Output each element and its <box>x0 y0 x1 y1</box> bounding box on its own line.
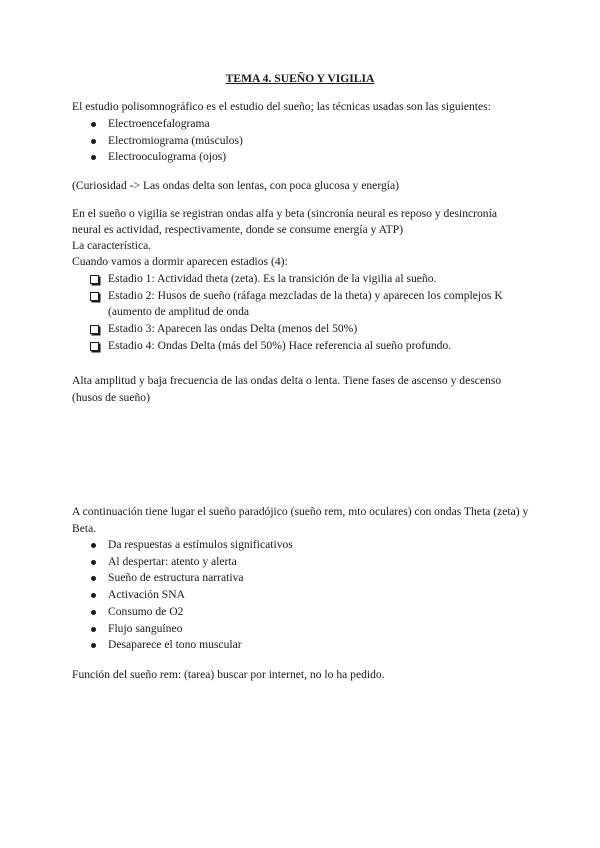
characteristic-line: La característica. <box>72 239 152 252</box>
list-item: Sueño de estructura narrativa <box>72 570 532 587</box>
list-item: Flujo sanguíneo <box>72 621 532 638</box>
list-item: Activación SNA <box>72 587 532 604</box>
stages-list <box>72 271 532 355</box>
page-title: TEMA 4. SUEÑO Y VIGILIA <box>225 72 375 85</box>
list-item: Da respuestas a estímulos significativos <box>72 537 532 554</box>
intro-paragraph: El estudio polisomnográfico es el estudio del sueño; las técnicas usadas son las siguientes: <box>72 100 491 113</box>
list-item: Electrooculograma (ojos) <box>72 149 532 166</box>
list-item: Desaparece el tono muscular <box>72 637 532 654</box>
list-item: Estadio 4: Ondas Delta (más del 50%) Hace referencia al sueño profundo. <box>72 338 532 355</box>
amplitude-paragraph: Alta amplitud y baja frecuencia de las ondas delta o lenta. Tiene fases de ascenso y descenso (husos de sueño) <box>72 374 502 404</box>
list-item: Al despertar: atento y alerta <box>72 554 532 571</box>
techniques-list <box>72 116 532 166</box>
rem-function-paragraph: Función del sueño rem: (tarea) buscar por internet, no lo ha pedido. <box>72 668 385 681</box>
curiosity-note: (Curiosidad -> Las ondas delta son lentas, con poca glucosa y energía) <box>72 179 399 192</box>
list-item: Estadio 1: Actividad theta (zeta). Es la transición de la vigilia al sueño. <box>72 271 532 288</box>
list-item: Electroencefalograma <box>72 116 532 133</box>
list-item: Estadio 3: Aparecen las ondas Delta (menos del 50%) <box>72 321 532 338</box>
list-item: Estadio 2: Husos de sueño (ráfaga mezcladas de la theta) y aparecen los complejos K (aumento de amplitud de onda <box>72 288 532 321</box>
list-item: Consumo de O2 <box>72 604 532 621</box>
rem-features-list <box>72 537 532 654</box>
list-item: Electromiograma (músculos) <box>72 133 532 150</box>
paradoxical-paragraph: A continuación tiene lugar el sueño paradójico (sueño rem, mto oculares) con ondas Theta (zeta) y Beta. <box>72 505 529 535</box>
waves-line-1: En el sueño o vigilia se registran ondas alfa y beta (sincronía neural es reposo y desincronía <box>72 207 497 220</box>
stages-intro: Cuando vamos a dormir aparecen estadios (4): <box>72 255 288 268</box>
waves-line-2: neural es actividad, respectivamente, donde se consume energía y ATP) <box>72 223 404 236</box>
